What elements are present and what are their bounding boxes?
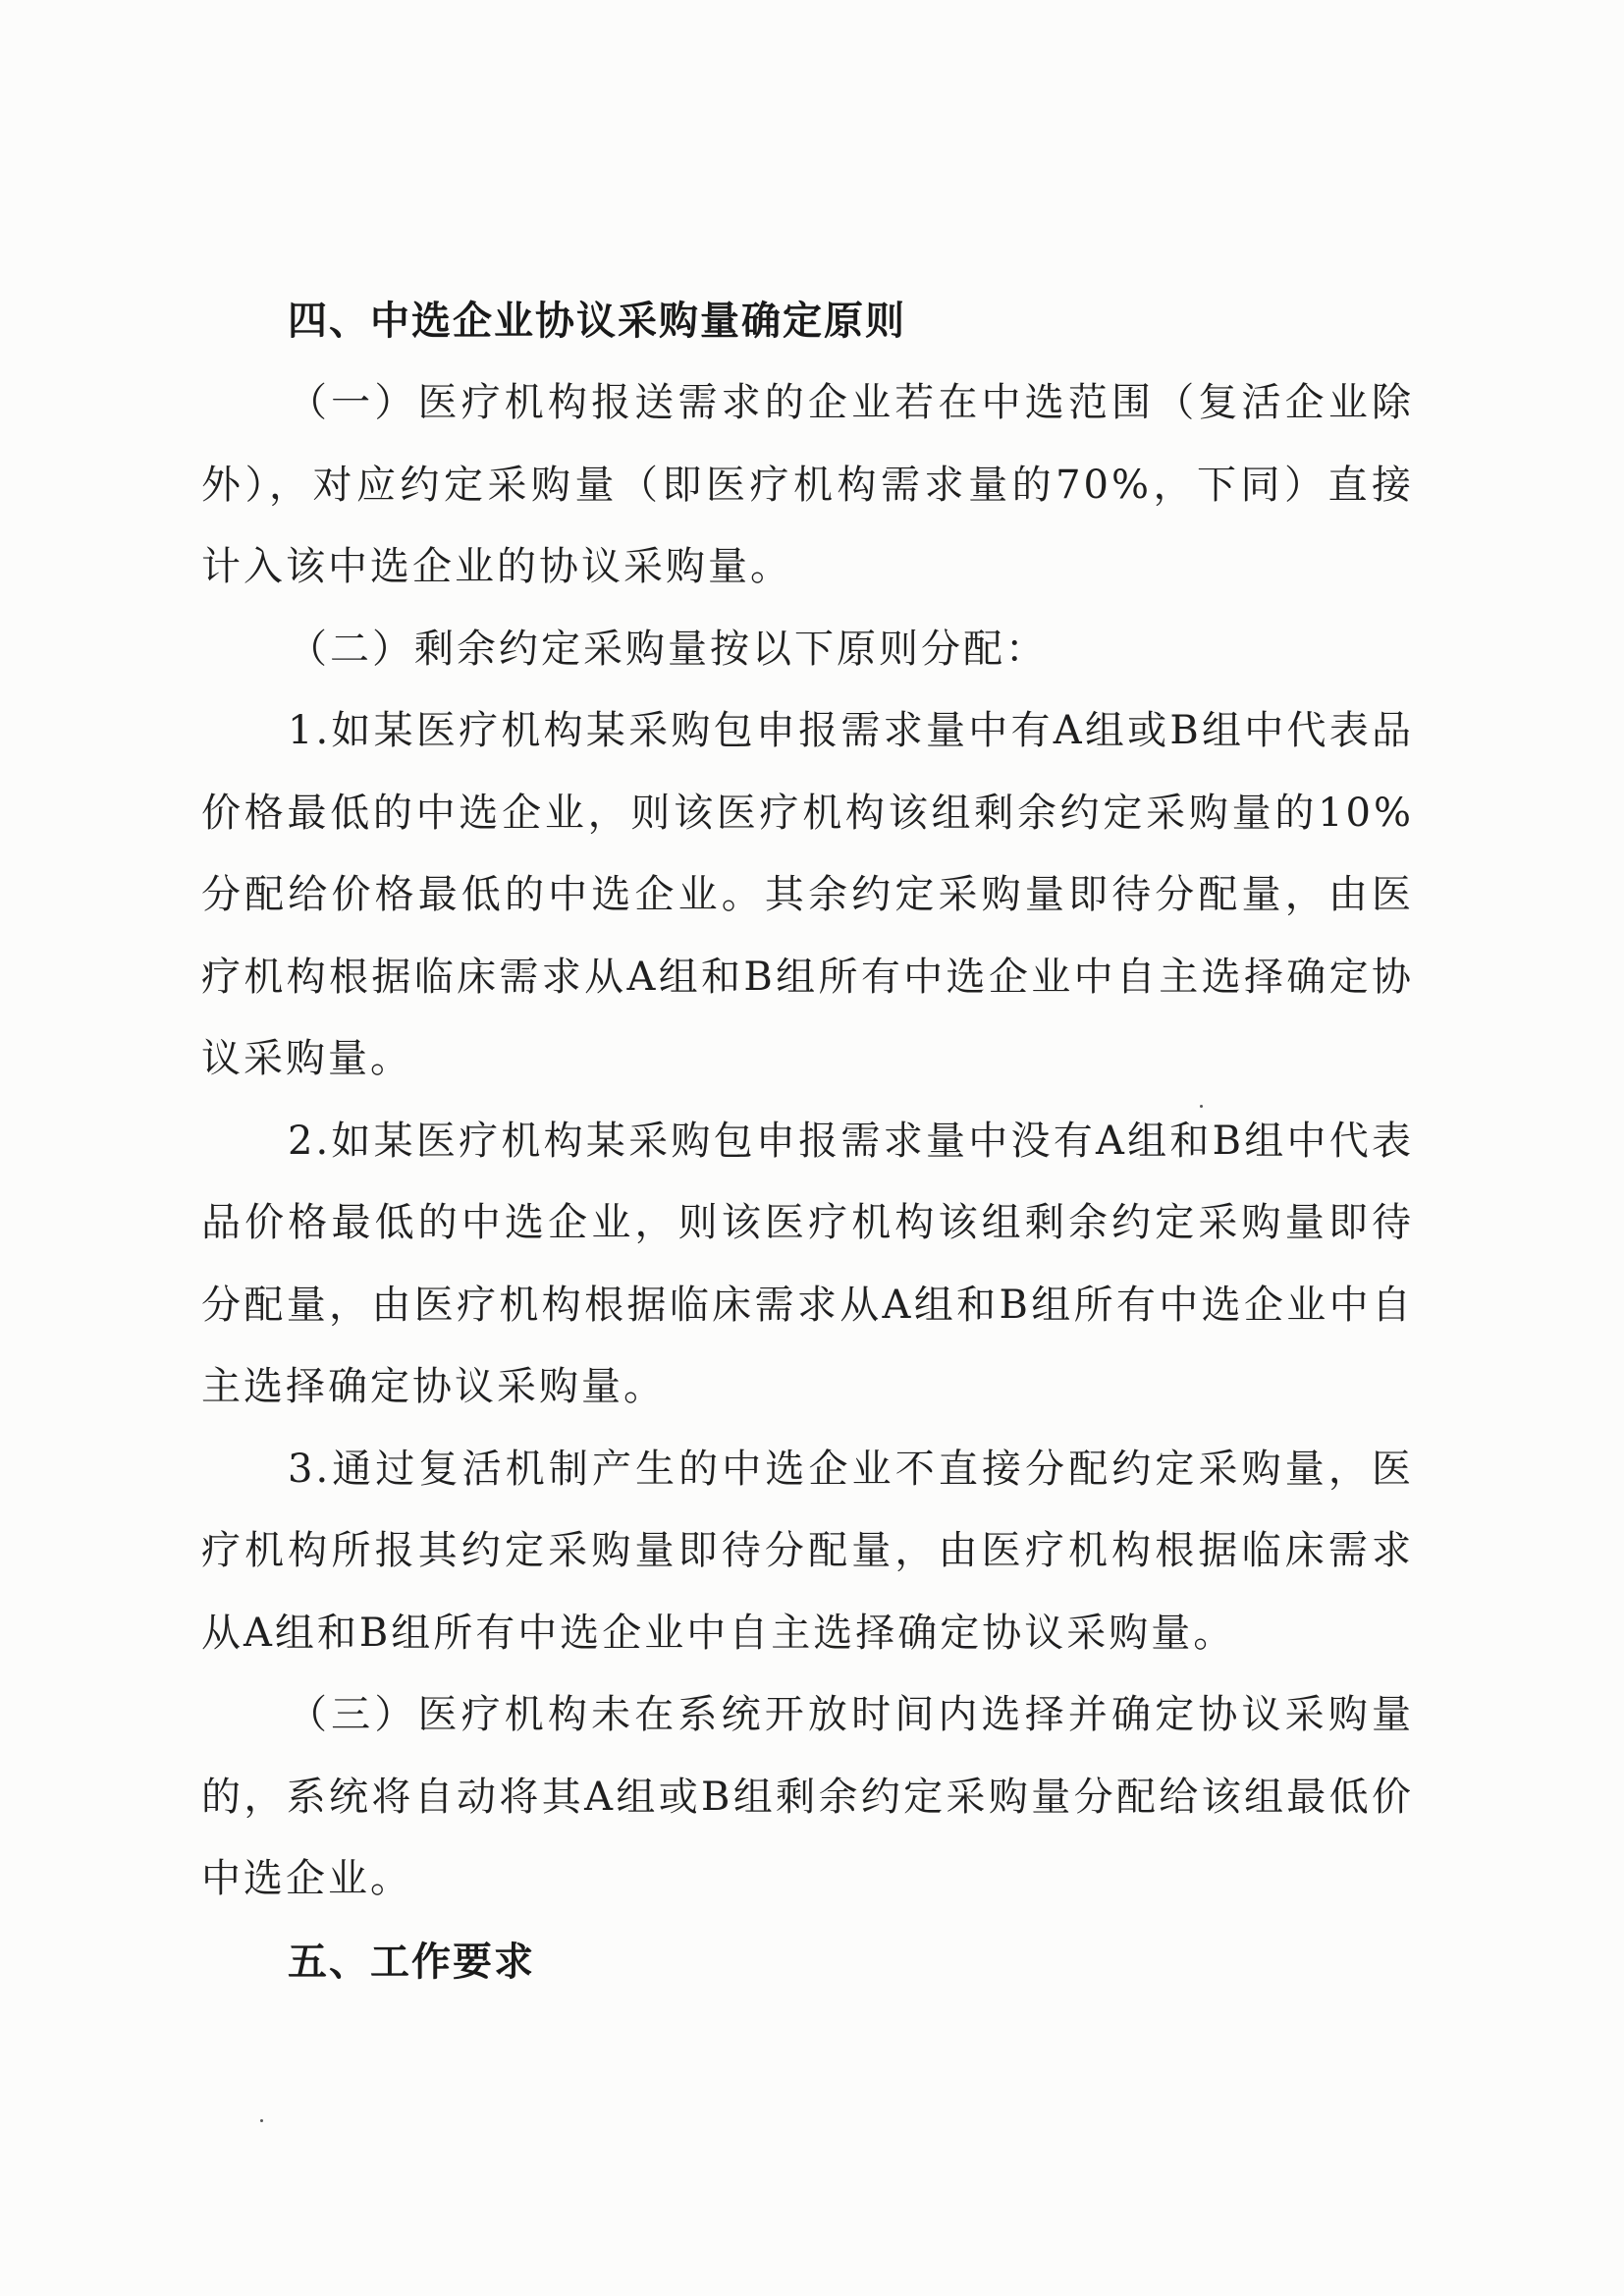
- paragraph-4: 2.如某医疗机构某采购包申报需求量中没有A组和B组中代表品价格最低的中选企业，则该医疗机构该组剩余约定采购量即待分配量，由医疗机构根据临床需求从A组和B组所有中选企业中自主选择确定协议采购量。: [201, 1118, 1414, 1409]
- paragraph-3: 1.如某医疗机构某采购包申报需求量中有A组或B组中代表品价格最低的中选企业，则该医疗机构该组剩余约定采购量的10%分配给价格最低的中选企业。其余约定采购量即待分配量，由医疗机构根据临床需求从A组和B组所有中选企业中自主选择确定协议采购量。: [201, 708, 1414, 1081]
- paragraph-6: （三）医疗机构未在系统开放时间内选择并确定协议采购量的，系统将自动将其A组或B组剩余约定采购量分配给该组最低价中选企业。: [201, 1692, 1414, 1901]
- section-5-heading: 五、工作要求: [288, 1939, 535, 1985]
- paragraph-1: （一）医疗机构报送需求的企业若在中选范围（复活企业除外），对应约定采购量（即医疗机构需求量的70%，下同）直接计入该中选企业的协议采购量。: [201, 380, 1414, 589]
- paragraph-2: （二）剩余约定采购量按以下原则分配：: [288, 626, 1048, 672]
- scan-speck: [1200, 1105, 1203, 1108]
- section-4-heading: 四、中选企业协议采购量确定原则: [288, 299, 906, 344]
- paragraph-5: 3.通过复活机制产生的中选企业不直接分配约定采购量，医疗机构所报其约定采购量即待分配量，由医疗机构根据临床需求从A组和B组所有中选企业中自主选择确定协议采购量。: [201, 1446, 1414, 1656]
- scan-speck: [260, 2119, 263, 2122]
- document-body: [201, 280, 1414, 2003]
